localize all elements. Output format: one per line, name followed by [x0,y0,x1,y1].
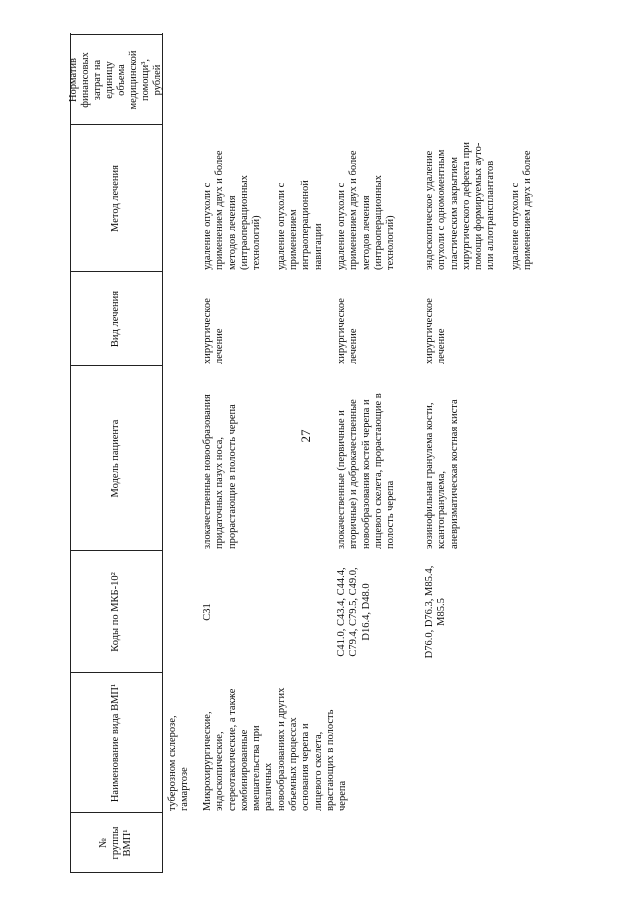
row-1-treatment-methods: удаление опухоли с применением двух и более методов лечения (интраоперационных технологий) удаление опухоли с применением интраоперационной навигации [202,149,324,270]
row-2-treatment-methods: удаление опухоли с применением двух и более методов лечения (интраоперационных технологий) [336,149,397,270]
row-3-patient-model: эозинофильная гранулема кости, ксантогранулема, аневризматическая костная киста [424,398,460,549]
rotated-page [70,33,570,873]
header-treatment-type: Вид лечения [110,290,121,347]
header-cost-norm: Норматив финансовых затрат на единицу объема медицинской помощи³, рублей [68,49,163,110]
continued-vmp-name: туберозном склерозе, гамартозе [167,714,191,811]
row-3-treatment-methods: эндоскопическое удаление опухоли с одномоментным пластическим закрытием хирургического дефекта при помощи формируемых ауто- или аллотрансплантатов удаление опухоли с применением двух и более [424,141,534,270]
row-2-patient-model: злокачественные (первичные и вторичные) и доброкачественные новообразования костей черепа и лицевого скелета, прорастающие в полость черепа [336,392,397,549]
header-bottom-border [162,33,163,873]
group-vmp-name: Микрохирургические, эндоскопические, стереотаксические, а также комбинированные вмешательства при различных новообразованиях и других объемных процессах основания черепа и лицевого скелета, врастающих в полость черепа [202,687,349,811]
header-patient-model: Модель пациента [110,419,121,497]
header-vmp-name: Наименование вида ВМП¹ [110,683,121,802]
row-2-icd-codes: C41.0, C43.4, C44.4, C79.4, C79.5, C49.0, D16.4, D48.0 [336,566,372,657]
page-number: 27 [298,429,313,443]
row-2-treatment-type: хирургическое лечение [336,297,360,364]
row-1-icd-codes: C31 [202,602,213,621]
row-1-treatment-type: хирургическое лечение [202,297,226,364]
vmp-table [70,33,570,873]
header-icd-codes: Коды по МКБ-10² [110,571,121,652]
header-group-number: № группы ВМП¹ [98,826,133,859]
row-1-patient-model: злокачественные новообразования придаточных пазух носа, прорастающие в полость черепа [202,393,238,549]
row-3-treatment-type: хирургическое лечение [424,297,448,364]
header-treatment-method: Метод лечения [110,164,121,232]
row-3-icd-codes: D76.0, D76.3, M85.4, M85.5 [424,565,448,658]
